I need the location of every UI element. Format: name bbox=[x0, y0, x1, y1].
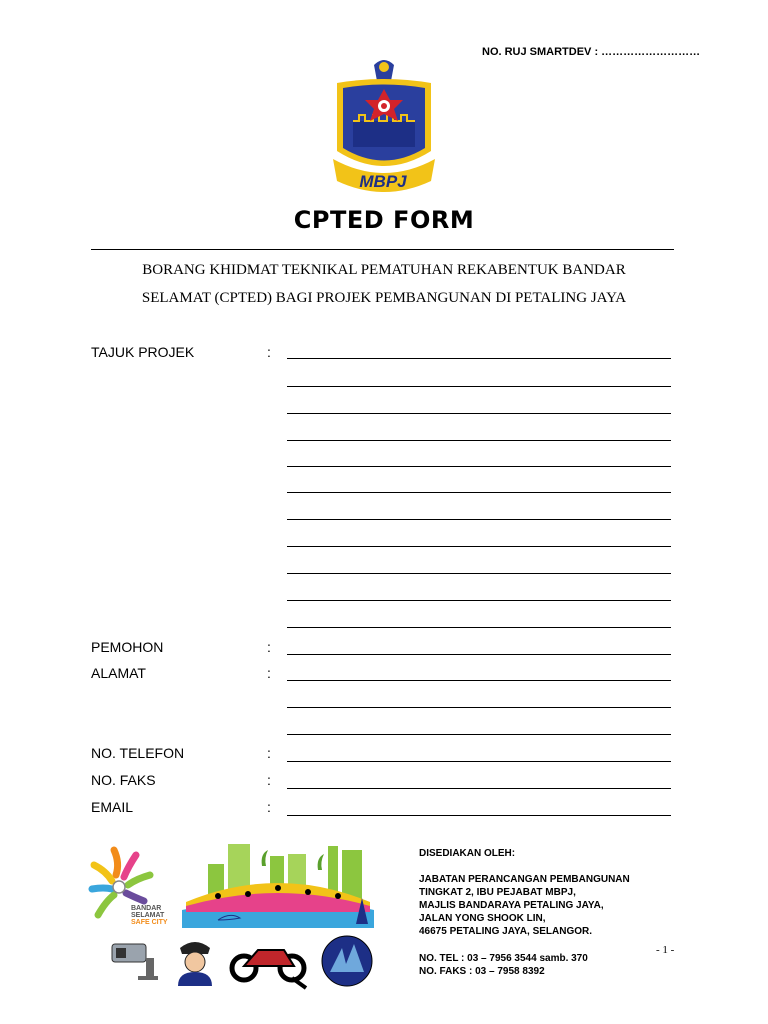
address-block bbox=[419, 873, 630, 938]
colon: : bbox=[267, 772, 271, 788]
tajuk-projek-line[interactable] bbox=[287, 358, 671, 359]
alamat-line[interactable] bbox=[287, 707, 671, 708]
label-telefon: NO. TELEFON bbox=[91, 745, 185, 761]
logo-text: MBPJ bbox=[359, 172, 407, 191]
label-email: EMAIL bbox=[91, 799, 134, 815]
alamat-line[interactable] bbox=[287, 680, 671, 681]
selamat-text: SELAMAT bbox=[131, 912, 165, 919]
label-tajuk-projek: TAJUK PROJEK bbox=[91, 344, 195, 360]
subtitle-line-2: SELAMAT (CPTED) BAGI PROJEK PEMBANGUNAN DI PETALING JAYA bbox=[141, 290, 627, 306]
motorcycle-icon bbox=[228, 936, 310, 990]
cctv-camera-icon bbox=[110, 938, 160, 982]
reference-number: NO. RUJ SMARTDEV : ……………………… bbox=[482, 46, 701, 58]
bandar-text: BANDAR bbox=[131, 905, 162, 912]
tajuk-projek-line[interactable] bbox=[287, 573, 671, 574]
colon: : bbox=[267, 745, 271, 761]
label-faks: NO. FAKS bbox=[91, 772, 156, 788]
telefon-line[interactable] bbox=[287, 761, 671, 762]
tajuk-projek-line[interactable] bbox=[287, 600, 671, 601]
email-line[interactable] bbox=[287, 815, 671, 816]
label-alamat: ALAMAT bbox=[91, 665, 146, 681]
tajuk-projek-line[interactable] bbox=[287, 386, 671, 387]
label-pemohon: PEMOHON bbox=[91, 639, 164, 655]
page-number: - 1 - bbox=[656, 944, 675, 956]
city-illustration bbox=[178, 836, 378, 928]
address-line: TINGKAT 2, IBU PEJABAT MBPJ, bbox=[419, 887, 576, 898]
fax-number: NO. FAKS : 03 – 7958 8392 bbox=[419, 966, 545, 977]
address-line: JABATAN PERANCANGAN PEMBANGUNAN bbox=[419, 874, 630, 885]
colon: : bbox=[267, 344, 271, 360]
tajuk-projek-line[interactable] bbox=[287, 413, 671, 414]
tajuk-projek-line[interactable] bbox=[287, 627, 671, 628]
colon: : bbox=[267, 799, 271, 815]
prepared-by-heading: DISEDIAKAN OLEH: bbox=[419, 848, 516, 859]
bandar-selamat-text bbox=[131, 905, 168, 926]
tajuk-projek-line[interactable] bbox=[287, 440, 671, 441]
tajuk-projek-line[interactable] bbox=[287, 492, 671, 493]
address-line: MAJLIS BANDARAYA PETALING JAYA, bbox=[419, 900, 604, 911]
safe-city-text: SAFE CITY bbox=[131, 919, 168, 926]
police-officer-icon bbox=[174, 936, 216, 986]
alamat-line[interactable] bbox=[287, 734, 671, 735]
faks-line[interactable] bbox=[287, 788, 671, 789]
tajuk-projek-line[interactable] bbox=[287, 546, 671, 547]
address-line: 46675 PETALING JAYA, SELANGOR. bbox=[419, 926, 593, 937]
pemohon-line[interactable] bbox=[287, 654, 671, 655]
colon: : bbox=[267, 665, 271, 681]
page-title: CPTED FORM bbox=[293, 206, 475, 234]
tajuk-projek-line[interactable] bbox=[287, 466, 671, 467]
divider bbox=[91, 249, 674, 250]
address-line: JALAN YONG SHOOK LIN, bbox=[419, 913, 546, 924]
tajuk-projek-line[interactable] bbox=[287, 519, 671, 520]
colon: : bbox=[267, 639, 271, 655]
subtitle-line-1: BORANG KHIDMAT TEKNIKAL PEMATUHAN REKABENTUK BANDAR bbox=[142, 262, 626, 278]
telephone-number: NO. TEL : 03 – 7956 3544 samb. 370 bbox=[419, 953, 588, 964]
safe-city-badge-icon bbox=[320, 934, 374, 988]
